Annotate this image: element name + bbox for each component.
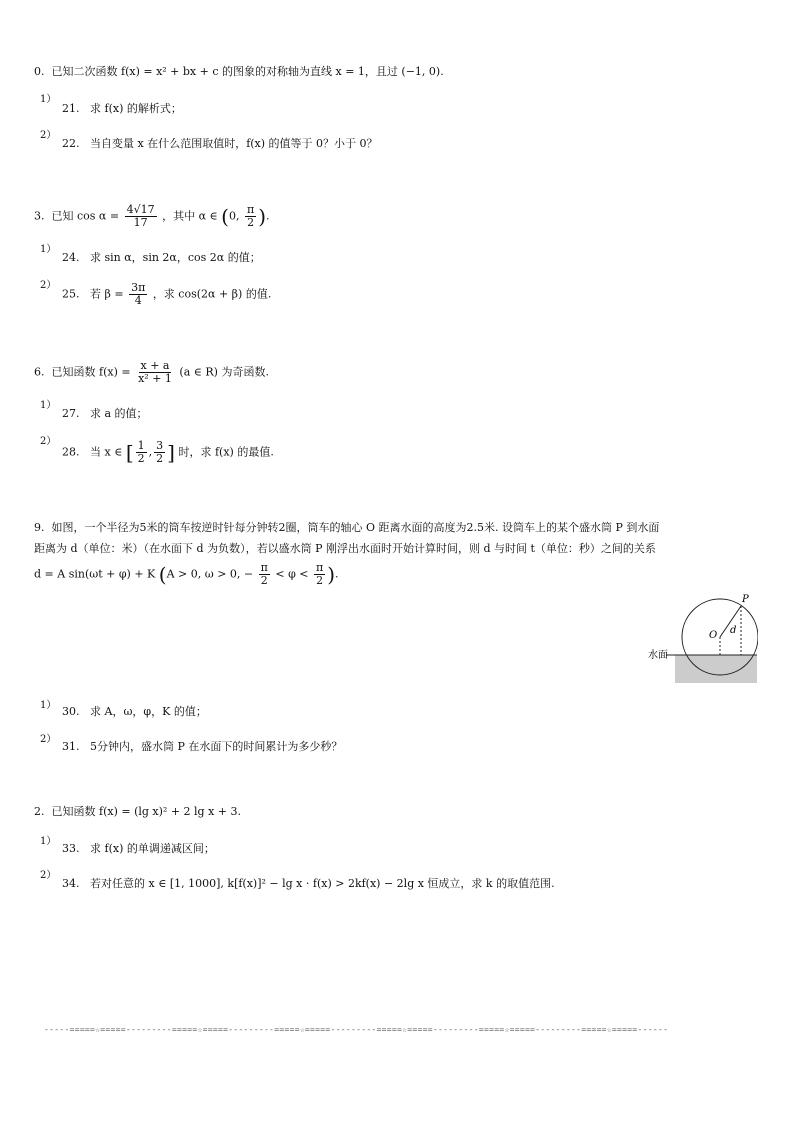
sub-paren: 2） [40,734,57,745]
sub-paren: 2） [40,280,57,291]
label-d: d [730,625,737,636]
footer-divider: -----=====☆=====---------=====☆=====---------=====☆=====---------=====☆=====---------=====☆=====---------=====☆=====------ [44,1025,669,1034]
subquestion-25 [62,282,271,307]
interval-left-paren: ( [221,204,229,229]
label-O: O [709,630,718,641]
stem-prefix: 已知函数 f(x) = [51,365,131,379]
fraction [314,562,325,587]
subquestion-text: 求 sin α，sin 2α，cos 2α 的值； [90,251,261,264]
sub-paren: 1） [40,700,57,711]
fraction-numerator: x + a [140,359,170,372]
subquestion-text: 当自变量 x 在什么范围取值时，f(x) 的值等于 0？小于 0？ [90,137,378,150]
interval-right-paren: ) [258,204,267,229]
stem-end: . [266,209,270,223]
fraction-numerator: 3π [131,281,146,294]
subquestion-text-suffix: ，求 cos(2α + β) 的值. [152,287,272,301]
question-text: 已知函数 f(x) = (lg x)² + 2 lg x + 3. [51,805,241,818]
sub-paren: 1） [40,94,57,105]
fraction [136,360,174,385]
fraction-denominator: x² + 1 [138,372,172,385]
question-32-stem [34,804,241,820]
subquestion-number: 25. [62,287,80,301]
formula: d = A sin(ωt + φ) + K [34,567,156,581]
fraction-numerator: 3 [156,439,164,452]
subquestion-text: 当 x ∈ [90,445,123,459]
subquestion-number: 21. [62,102,80,115]
subquestion-text: 求 A，ω，φ，K 的值； [90,705,207,718]
fraction-denominator: 4 [134,294,142,307]
fraction [136,440,147,465]
fraction [154,440,165,465]
subquestion-text: 5分钟内，盛水筒 P 在水面下的时间累计为多少秒？ [90,740,343,753]
question-20-stem [34,64,444,80]
subquestion-text: 求 f(x) 的解析式； [90,102,182,115]
question-index: 0. [34,65,45,78]
subquestion-text: 若对任意的 x ∈ [1, 1000], k[f(x)]² − lg x · f(x) > 2kf(x) − 2lg x 恒成立，求 k 的取值范围. [90,877,555,890]
sub-paren: 2） [40,870,57,881]
subquestion-34 [62,876,555,892]
question-index: 9. [34,521,45,534]
question-text: 已知二次函数 f(x) = x² + bx + c 的图象的对称轴为直线 x = 1，且过 (−1, 0). [51,65,444,78]
subquestion-text: 求 f(x) 的单调递减区间； [90,842,215,855]
subquestion-number: 30. [62,705,80,718]
sub-paren: 1） [40,400,57,411]
subquestion-21 [62,101,182,117]
question-index: 6. [34,365,45,379]
fraction-numerator: 4√17 [126,203,155,216]
question-29-line3 [34,562,339,587]
fraction-denominator: 2 [260,574,268,587]
fraction-numerator: 1 [137,439,145,452]
question-29-line2: 距离为 d（单位：米）（在水面下 d 为负数），若以盛水筒 P 刚浮出水面时开始计算时间，则 d 与时间 t（单位：秒）之间的关系 [34,542,656,555]
fraction-denominator: 17 [133,216,148,229]
subquestion-number: 34. [62,877,80,890]
question-index: 3. [34,209,45,223]
subquestion-27 [62,406,148,422]
subquestion-number: 31. [62,740,80,753]
fraction [245,204,256,229]
subquestion-number: 33. [62,842,80,855]
subquestion-number: 27. [62,407,80,420]
interval-right-bracket: ] [167,440,175,465]
fraction-denominator: 2 [156,452,164,465]
subquestion-22 [62,136,378,152]
question-26-stem [34,360,269,385]
question-index: 2. [34,805,45,818]
sub-paren: 2） [40,130,57,141]
subquestion-number: 22. [62,137,80,150]
condition-mid: < φ < [275,567,309,581]
subquestion-number: 28. [62,445,80,459]
subquestion-28 [62,440,274,465]
subquestion-24 [62,250,261,266]
interval-separator: , [148,445,153,459]
water-body [675,655,757,683]
question-29-line1 [34,520,659,536]
water-wheel-diagram [646,588,758,684]
stem-end: . [335,567,339,581]
fraction [259,562,270,587]
question-text: 如图，一个半径为5米的筒车按逆时针每分钟转2圈，筒车的轴心 O 距离水面的高度为2.5米. 设筒车上的某个盛水筒 P 到水面 [51,521,660,534]
condition-left-paren: ( [158,562,167,587]
fraction [125,204,157,229]
fraction-denominator: 2 [247,216,255,229]
sub-paren: 1） [40,836,57,847]
fraction [129,282,147,307]
stem-mid: ，其中 α ∈ [162,209,218,223]
interval-left-bracket: [ [125,440,134,465]
fraction-numerator: π [316,561,324,574]
sub-paren: 2） [40,436,57,447]
label-P: P [742,594,749,605]
fraction-denominator: 2 [137,452,145,465]
fraction-denominator: 2 [316,574,324,587]
subquestion-text: 求 a 的值； [90,407,148,420]
condition-right-paren: ) [327,562,336,587]
interval-left: 0, [228,209,240,223]
fraction-numerator: π [246,203,255,216]
subquestion-33 [62,841,215,857]
sub-paren: 1） [40,244,57,255]
subquestion-30 [62,704,207,720]
label-water-surface: 水面 [648,650,668,661]
subquestion-31 [62,739,342,755]
fraction-numerator: π [260,561,268,574]
subquestion-number: 24. [62,251,80,264]
stem-suffix: (a ∈ R) 为奇函数. [179,365,269,379]
subquestion-text-suffix: 时，求 f(x) 的最值. [178,445,274,459]
subquestion-text: 若 β = [90,287,124,301]
condition-text: A > 0, ω > 0, − [166,567,254,581]
stem-prefix: 已知 cos α = [51,209,120,223]
question-23-stem [34,204,270,229]
